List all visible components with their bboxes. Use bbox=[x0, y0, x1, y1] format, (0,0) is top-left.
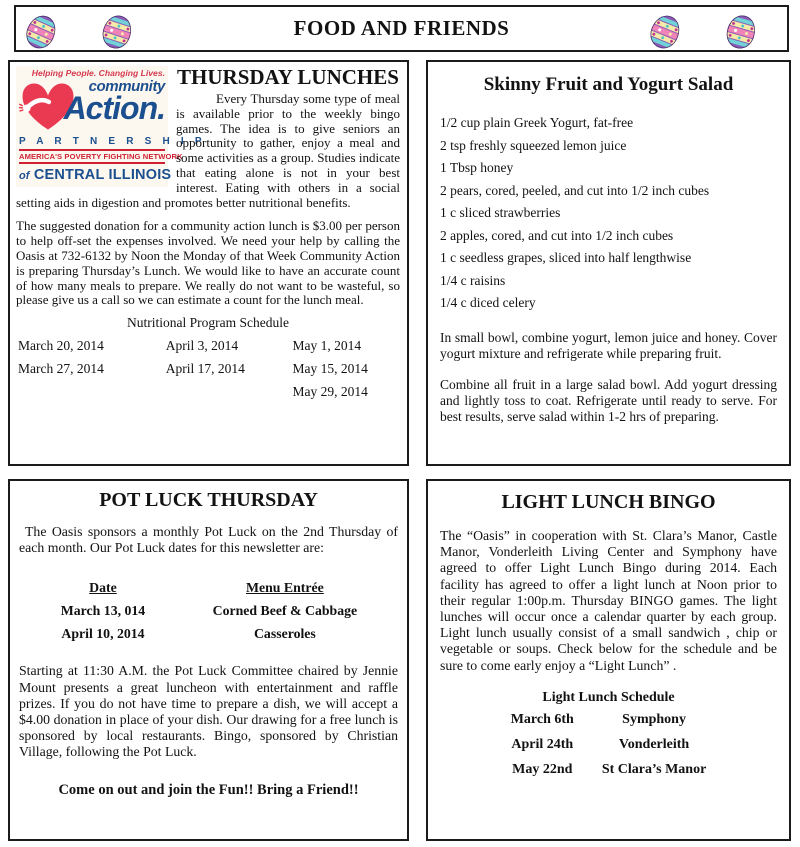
logo-network-text: AMERICA'S POVERTY FIGHTING NETWORK bbox=[19, 149, 165, 164]
easter-egg-icon bbox=[646, 13, 684, 51]
table-row bbox=[27, 622, 391, 645]
recipe-section bbox=[426, 60, 791, 466]
thursday-lunches-section bbox=[8, 60, 409, 466]
easter-egg-icon bbox=[22, 13, 60, 51]
thursday-lunches-paragraph-1: Every Thursday some type of meal is available prior to the weekly bingo games. The idea is to give seniors an opportunity to gather, enjoy a meal and some activities as a group. Studies indicate that eating alone is not in your best interest. Eating with others in a social setting aids in digestion and promotes better nutritional benefits. bbox=[16, 91, 400, 210]
light-lunch-date: May 22nd bbox=[512, 762, 573, 778]
logo-brand bbox=[61, 78, 165, 126]
table-row bbox=[16, 334, 400, 357]
light-lunch-schedule-title: Light Lunch Schedule bbox=[542, 689, 675, 705]
schedule-date: May 15, 2014 bbox=[292, 360, 368, 376]
schedule-date bbox=[166, 380, 293, 403]
table-row bbox=[497, 708, 721, 733]
easter-egg-icon bbox=[98, 13, 136, 51]
ingredient-item: 2 pears, cored, peeled, and cut into 1/2 inch cubes bbox=[440, 182, 710, 198]
nutritional-schedule-table bbox=[16, 334, 400, 403]
light-lunch-schedule-table bbox=[497, 708, 721, 783]
table-row bbox=[497, 733, 721, 758]
table-header-row bbox=[27, 576, 391, 599]
schedule-date: April 3, 2014 bbox=[165, 337, 239, 353]
table-row bbox=[16, 380, 400, 403]
ingredient-item: 1/4 c diced celery bbox=[440, 295, 536, 310]
section-title-thursday-lunches: THURSDAY LUNCHES bbox=[177, 65, 399, 89]
table-row bbox=[497, 758, 721, 783]
light-lunch-body: The “Oasis” in cooperation with St. Clara’s Manor, Castle Manor, Vonderleith Living Center and Symphony have agreed to offer Light Lunch Bingo during 2014. Each facility has agreed to offer a light lunch at Noon prior to their regular 1:00p.m. Thursday BINGO games. The light lunches will occur once a calendar quarter by each group. Light lunch usually consist of a small sandwich , chip or vegetable or soups. Check below for the schedule and be sure to come early enjoy a “Light Lunch” . bbox=[440, 528, 777, 673]
nutritional-schedule-title: Nutritional Program Schedule bbox=[127, 315, 289, 331]
section-title-light-lunch-bingo: LIGHT LUNCH BINGO bbox=[501, 491, 716, 513]
ingredient-item: 1 Tbsp honey bbox=[440, 160, 514, 175]
pot-luck-date: April 10, 2014 bbox=[61, 625, 145, 641]
schedule-date: May 29, 2014 bbox=[292, 383, 368, 399]
schedule-date: April 17, 2014 bbox=[165, 360, 245, 376]
ingredient-item: 1/4 c raisins bbox=[440, 272, 506, 288]
schedule-date: March 27, 2014 bbox=[18, 360, 104, 376]
schedule-date: March 20, 2014 bbox=[18, 337, 104, 353]
pot-luck-intro: The Oasis sponsors a monthly Pot Luck on the 2nd Thursday of each month. Our Pot Luck dates for this newsletter are: bbox=[19, 524, 398, 556]
light-lunch-date: March 6th bbox=[510, 712, 574, 728]
page-header bbox=[14, 5, 789, 52]
schedule-date bbox=[16, 380, 166, 403]
pot-luck-body: Starting at 11:30 A.M. the Pot Luck Committee chaired by Jennie Mount presents a great luncheon with entertainment and raffle prizes. If you do not have time to prepare a dish, we will accept a $4.00 donation in place of your dish. Our drawing for a free lunch is sponsored by local restaurants. Bingo, sponsored by Christian Village, following the Pot Luck. bbox=[19, 663, 398, 760]
logo-action-text: Action. bbox=[63, 90, 165, 126]
section-title-pot-luck: POT LUCK THURSDAY bbox=[99, 489, 318, 511]
logo-region-text: of CENTRAL ILLINOIS bbox=[19, 167, 172, 183]
pot-luck-entree: Casseroles bbox=[253, 625, 316, 641]
page-title: FOOD AND FRIENDS bbox=[293, 16, 510, 40]
logo-tagline: Helping People. Changing Lives. bbox=[31, 68, 165, 78]
ingredient-item: 1 c seedless grapes, sliced into half lengthwise bbox=[440, 250, 692, 265]
ingredient-item: 1 c sliced strawberries bbox=[440, 205, 561, 220]
recipe-step-1: In small bowl, combine yogurt, lemon juice and honey. Cover yogurt mixture and refrigerate while preparing fruit. bbox=[440, 329, 777, 361]
table-row bbox=[27, 599, 391, 622]
column-header-menu-entree: Menu Entrée bbox=[245, 579, 324, 595]
schedule-date: May 1, 2014 bbox=[292, 337, 362, 353]
pot-luck-footer: Come on out and join the Fun!! Bring a Friend!! bbox=[58, 781, 359, 798]
thursday-lunches-paragraph-2: The suggested donation for a community action lunch is $3.00 per person to help off-set the expenses involved. We need your help by calling the Oasis at 732-6132 by Noon the Monday of that Week Community Action is preparing Thursday’s Lunch. We would like to have an accurate count of how many meals to prepare. We really do not want to be wasteful, so please give us a call so we can estimate a count for the lunch meal. bbox=[16, 218, 400, 308]
community-action-logo bbox=[16, 66, 206, 187]
pot-luck-date: March 13, 014 bbox=[60, 602, 146, 618]
light-lunch-bingo-section bbox=[426, 479, 791, 841]
light-lunch-facility: Vonderleith bbox=[618, 737, 690, 753]
ingredient-item: 2 tsp freshly squeezed lemon juice bbox=[440, 137, 627, 153]
easter-egg-icon bbox=[722, 13, 760, 51]
light-lunch-facility: Symphony bbox=[622, 712, 686, 728]
logo-community-text: community bbox=[88, 78, 165, 95]
column-header-date: Date bbox=[89, 579, 117, 595]
pot-luck-table bbox=[27, 576, 391, 645]
pot-luck-entree: Corned Beef & Cabbage bbox=[212, 602, 358, 618]
logo-partnership-text: P A R T N E R S H I P bbox=[19, 136, 206, 147]
ingredient-item: 1/2 cup plain Greek Yogurt, fat-free bbox=[440, 115, 634, 130]
recipe-step-2: Combine all fruit in a large salad bowl. Add yogurt dressing and lightly toss to coat. Refrigerate until ready to serve. For best results, serve salad within 1-2 hrs of preparing. bbox=[440, 376, 777, 425]
light-lunch-facility: St Clara’s Manor bbox=[601, 762, 707, 778]
light-lunch-date: April 24th bbox=[511, 737, 574, 753]
ingredient-item: 2 apples, cored, and cut into 1/2 inch cubes bbox=[440, 227, 674, 243]
pot-luck-section bbox=[8, 479, 409, 841]
ingredient-list bbox=[440, 112, 777, 315]
table-row bbox=[16, 357, 400, 380]
section-title-recipe: Skinny Fruit and Yogurt Salad bbox=[483, 74, 734, 95]
